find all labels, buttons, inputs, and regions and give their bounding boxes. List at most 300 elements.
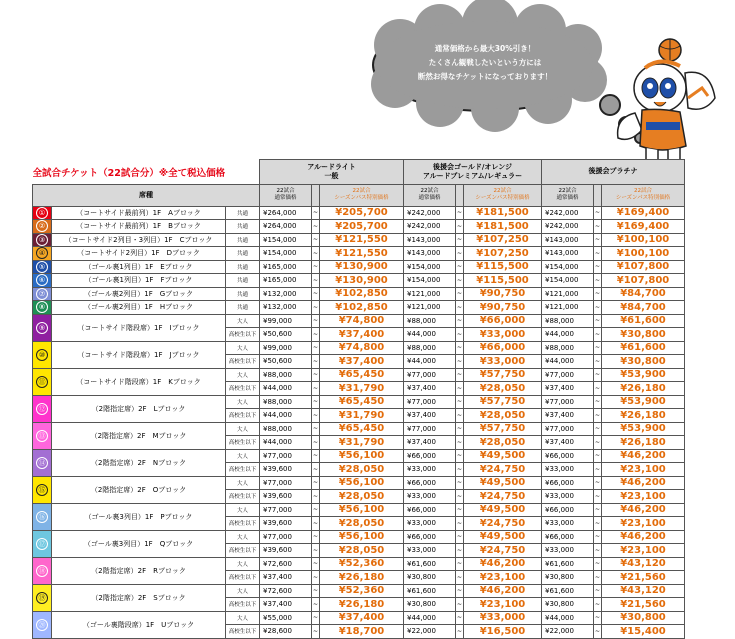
price-platinum-season: ¥23,100 <box>602 544 685 558</box>
price-general-season: ¥37,400 <box>320 328 404 342</box>
seat-number-cell <box>33 368 52 395</box>
seat-number: ⑮ <box>36 484 48 496</box>
ticket-category: 大人 <box>226 476 260 490</box>
price-general-season: ¥56,100 <box>320 476 404 490</box>
price-gold-season: ¥90,750 <box>464 301 542 315</box>
price-gold-normal: ¥44,000 <box>404 611 456 625</box>
arrow-mark: ~ <box>312 395 320 409</box>
price-general-normal: ¥77,000 <box>260 503 312 517</box>
ticket-category: 共通 <box>226 220 260 234</box>
ticket-category: 共通 <box>226 274 260 288</box>
arrow-mark: ~ <box>456 422 464 436</box>
price-gold-season: ¥33,000 <box>464 355 542 369</box>
price-platinum-normal: ¥44,000 <box>542 611 594 625</box>
header-normal-1 <box>260 184 312 206</box>
price-general-normal: ¥39,600 <box>260 490 312 504</box>
header-gap-3 <box>594 184 602 206</box>
price-general-season: ¥28,050 <box>320 517 404 531</box>
ticket-category: 共通 <box>226 233 260 247</box>
price-general-season: ¥130,900 <box>320 260 404 274</box>
price-gold-normal: ¥37,400 <box>404 409 456 423</box>
seat-name: （ゴール裏2列目）1F Hブロック <box>52 301 226 315</box>
price-platinum-season: ¥84,700 <box>602 287 685 301</box>
table-row <box>33 557 685 571</box>
price-gold-normal: ¥121,000 <box>404 287 456 301</box>
arrow-mark: ~ <box>312 476 320 490</box>
header-group-general-line2: 一般 <box>324 171 339 180</box>
arrow-mark: ~ <box>456 449 464 463</box>
seat-name: （ゴール裏3列目）1F Qブロック <box>52 530 226 557</box>
price-gold-normal: ¥154,000 <box>404 260 456 274</box>
price-general-normal: ¥264,000 <box>260 220 312 234</box>
price-platinum-normal: ¥66,000 <box>542 476 594 490</box>
price-gold-normal: ¥77,000 <box>404 395 456 409</box>
price-general-normal: ¥264,000 <box>260 206 312 220</box>
arrow-mark: ~ <box>312 598 320 612</box>
price-general-season: ¥102,850 <box>320 287 404 301</box>
table-row <box>33 233 685 247</box>
seat-name: （2階指定席）2F Mブロック <box>52 422 226 449</box>
arrow-mark: ~ <box>594 314 602 328</box>
price-platinum-season: ¥43,120 <box>602 584 685 598</box>
price-platinum-season: ¥43,120 <box>602 557 685 571</box>
header-normal-1-b: 通常価格 <box>274 195 297 201</box>
price-gold-season: ¥181,500 <box>464 220 542 234</box>
price-platinum-normal: ¥154,000 <box>542 260 594 274</box>
price-general-season: ¥56,100 <box>320 449 404 463</box>
arrow-mark: ~ <box>312 611 320 625</box>
arrow-mark: ~ <box>594 463 602 477</box>
arrow-mark: ~ <box>312 530 320 544</box>
price-platinum-normal: ¥33,000 <box>542 544 594 558</box>
price-gold-normal: ¥33,000 <box>404 490 456 504</box>
price-platinum-normal: ¥33,000 <box>542 517 594 531</box>
seat-number: ② <box>36 220 48 232</box>
arrow-mark: ~ <box>312 422 320 436</box>
arrow-mark: ~ <box>312 503 320 517</box>
arrow-mark: ~ <box>456 355 464 369</box>
seat-number-cell <box>33 422 52 449</box>
arrow-mark: ~ <box>312 247 320 261</box>
price-gold-season: ¥33,000 <box>464 328 542 342</box>
arrow-mark: ~ <box>594 544 602 558</box>
arrow-mark: ~ <box>312 382 320 396</box>
price-platinum-normal: ¥44,000 <box>542 355 594 369</box>
header-normal-1-a: 22試合 <box>276 188 295 194</box>
price-platinum-normal: ¥121,000 <box>542 287 594 301</box>
price-gold-season: ¥28,050 <box>464 382 542 396</box>
seat-name: （2階指定席）2F Sブロック <box>52 584 226 611</box>
price-gold-normal: ¥77,000 <box>404 368 456 382</box>
price-gold-normal: ¥61,600 <box>404 557 456 571</box>
header-season-1-a: 22試合 <box>352 188 371 194</box>
arrow-mark: ~ <box>312 328 320 342</box>
price-platinum-normal: ¥88,000 <box>542 341 594 355</box>
arrow-mark: ~ <box>312 517 320 531</box>
price-platinum-season: ¥107,800 <box>602 260 685 274</box>
ticket-category: 大人 <box>226 368 260 382</box>
arrow-mark: ~ <box>456 530 464 544</box>
arrow-mark: ~ <box>594 503 602 517</box>
price-gold-season: ¥181,500 <box>464 206 542 220</box>
seat-number: ⑲ <box>36 592 48 604</box>
ticket-category: 高校生以下 <box>226 490 260 504</box>
price-gold-normal: ¥44,000 <box>404 355 456 369</box>
price-general-season: ¥205,700 <box>320 220 404 234</box>
price-platinum-normal: ¥77,000 <box>542 368 594 382</box>
arrow-mark: ~ <box>456 503 464 517</box>
arrow-mark: ~ <box>312 274 320 288</box>
price-gold-season: ¥49,500 <box>464 476 542 490</box>
price-gold-season: ¥23,100 <box>464 598 542 612</box>
seat-number-cell <box>33 274 52 288</box>
arrow-mark: ~ <box>456 368 464 382</box>
price-gold-normal: ¥66,000 <box>404 530 456 544</box>
arrow-mark: ~ <box>456 544 464 558</box>
ticket-category: 大人 <box>226 503 260 517</box>
price-general-normal: ¥44,000 <box>260 436 312 450</box>
price-platinum-season: ¥169,400 <box>602 206 685 220</box>
price-gold-normal: ¥33,000 <box>404 517 456 531</box>
seat-name: （2階指定席）2F Rブロック <box>52 557 226 584</box>
seat-name: （コートサイド最前列）1F Bブロック <box>52 220 226 234</box>
header-season-1-b: シーズンパス特別価格 <box>334 195 389 201</box>
price-gold-season: ¥115,500 <box>464 274 542 288</box>
arrow-mark: ~ <box>456 436 464 450</box>
price-gold-normal: ¥37,400 <box>404 436 456 450</box>
seat-name: （ゴール裏1列目）1F Fブロック <box>52 274 226 288</box>
ticket-category: 大人 <box>226 422 260 436</box>
arrow-mark: ~ <box>594 598 602 612</box>
price-gold-season: ¥107,250 <box>464 233 542 247</box>
seat-number-cell <box>33 206 52 220</box>
price-general-season: ¥28,050 <box>320 490 404 504</box>
price-platinum-season: ¥46,200 <box>602 530 685 544</box>
price-platinum-normal: ¥121,000 <box>542 301 594 315</box>
ticket-category: 高校生以下 <box>226 571 260 585</box>
price-platinum-season: ¥100,100 <box>602 247 685 261</box>
arrow-mark: ~ <box>594 557 602 571</box>
arrow-mark: ~ <box>312 206 320 220</box>
price-gold-season: ¥46,200 <box>464 584 542 598</box>
seat-name: （ゴール裏階段席）1F Uブロック <box>52 611 226 638</box>
price-general-season: ¥102,850 <box>320 301 404 315</box>
price-gold-normal: ¥121,000 <box>404 301 456 315</box>
price-gold-season: ¥24,750 <box>464 463 542 477</box>
mascot-illustration <box>610 38 720 168</box>
price-general-season: ¥65,450 <box>320 395 404 409</box>
price-gold-normal: ¥37,400 <box>404 382 456 396</box>
price-gold-season: ¥28,050 <box>464 409 542 423</box>
ticket-category: 高校生以下 <box>226 409 260 423</box>
header-normal-3-b: 通常価格 <box>556 195 579 201</box>
price-platinum-normal: ¥154,000 <box>542 274 594 288</box>
price-general-normal: ¥39,600 <box>260 517 312 531</box>
arrow-mark: ~ <box>456 598 464 612</box>
arrow-mark: ~ <box>594 274 602 288</box>
seat-number-cell <box>33 287 52 301</box>
price-platinum-normal: ¥66,000 <box>542 503 594 517</box>
price-general-season: ¥74,800 <box>320 314 404 328</box>
header-season-2-b: シーズンパス特別価格 <box>475 195 530 201</box>
seat-name: （コートサイド階段席）1F Iブロック <box>52 314 226 341</box>
table-row <box>33 314 685 328</box>
arrow-mark: ~ <box>456 220 464 234</box>
price-general-normal: ¥154,000 <box>260 247 312 261</box>
seat-number-cell <box>33 247 52 261</box>
price-general-normal: ¥37,400 <box>260 598 312 612</box>
price-gold-season: ¥23,100 <box>464 571 542 585</box>
ticket-category: 共通 <box>226 301 260 315</box>
price-platinum-season: ¥53,900 <box>602 395 685 409</box>
price-platinum-season: ¥169,400 <box>602 220 685 234</box>
arrow-mark: ~ <box>456 517 464 531</box>
arrow-mark: ~ <box>456 301 464 315</box>
price-gold-season: ¥57,750 <box>464 422 542 436</box>
arrow-mark: ~ <box>312 584 320 598</box>
seat-number: ⑦ <box>36 288 48 300</box>
ticket-category: 大人 <box>226 611 260 625</box>
price-platinum-normal: ¥242,000 <box>542 206 594 220</box>
table-row <box>33 287 685 301</box>
arrow-mark: ~ <box>594 328 602 342</box>
arrow-mark: ~ <box>456 557 464 571</box>
seat-name: （コートサイド2列目・3列目）1F Cブロック <box>52 233 226 247</box>
price-gold-normal: ¥143,000 <box>404 247 456 261</box>
table-row <box>33 220 685 234</box>
price-gold-season: ¥90,750 <box>464 287 542 301</box>
price-gold-normal: ¥143,000 <box>404 233 456 247</box>
table-row <box>33 584 685 598</box>
ticket-category: 高校生以下 <box>226 463 260 477</box>
price-platinum-season: ¥61,600 <box>602 341 685 355</box>
price-gold-season: ¥49,500 <box>464 530 542 544</box>
ticket-category: 高校生以下 <box>226 436 260 450</box>
ticket-category: 大人 <box>226 557 260 571</box>
arrow-mark: ~ <box>312 301 320 315</box>
price-gold-season: ¥46,200 <box>464 557 542 571</box>
seat-number-cell <box>33 503 52 530</box>
price-general-normal: ¥55,000 <box>260 611 312 625</box>
seat-name: （コートサイド階段席）1F Kブロック <box>52 368 226 395</box>
arrow-mark: ~ <box>312 557 320 571</box>
arrow-mark: ~ <box>312 341 320 355</box>
price-general-normal: ¥39,600 <box>260 463 312 477</box>
promo-text <box>385 42 585 84</box>
price-platinum-normal: ¥30,800 <box>542 598 594 612</box>
arrow-mark: ~ <box>594 422 602 436</box>
ticket-category: 大人 <box>226 314 260 328</box>
seat-number-cell <box>33 557 52 584</box>
table-row <box>33 503 685 517</box>
arrow-mark: ~ <box>312 368 320 382</box>
price-gold-season: ¥66,000 <box>464 314 542 328</box>
price-platinum-season: ¥53,900 <box>602 422 685 436</box>
price-general-normal: ¥165,000 <box>260 260 312 274</box>
price-general-normal: ¥44,000 <box>260 409 312 423</box>
seat-number-cell <box>33 530 52 557</box>
ticket-category: 大人 <box>226 530 260 544</box>
price-platinum-season: ¥23,100 <box>602 490 685 504</box>
price-general-normal: ¥72,600 <box>260 584 312 598</box>
seat-number: ⑨ <box>36 322 48 334</box>
arrow-mark: ~ <box>456 490 464 504</box>
header-group-gold-line1: 後援会ゴールド/オレンジ <box>432 162 513 171</box>
header-season-2 <box>464 184 542 206</box>
arrow-mark: ~ <box>594 436 602 450</box>
ticket-category: 高校生以下 <box>226 382 260 396</box>
table-row <box>33 395 685 409</box>
arrow-mark: ~ <box>456 260 464 274</box>
price-platinum-season: ¥53,900 <box>602 368 685 382</box>
price-gold-normal: ¥66,000 <box>404 449 456 463</box>
price-platinum-normal: ¥33,000 <box>542 463 594 477</box>
arrow-mark: ~ <box>594 571 602 585</box>
price-general-season: ¥65,450 <box>320 368 404 382</box>
arrow-mark: ~ <box>456 463 464 477</box>
price-general-season: ¥205,700 <box>320 206 404 220</box>
price-gold-normal: ¥22,000 <box>404 625 456 639</box>
price-platinum-season: ¥26,180 <box>602 382 685 396</box>
price-general-normal: ¥44,000 <box>260 382 312 396</box>
price-general-season: ¥18,700 <box>320 625 404 639</box>
seat-name: （コートサイド2列目）1F Dブロック <box>52 247 226 261</box>
table-title: 全試合チケット（22試合分）※全て税込価格 <box>32 167 226 179</box>
price-general-season: ¥130,900 <box>320 274 404 288</box>
price-platinum-season: ¥21,560 <box>602 598 685 612</box>
arrow-mark: ~ <box>594 260 602 274</box>
table-row <box>33 368 685 382</box>
arrow-mark: ~ <box>312 233 320 247</box>
arrow-mark: ~ <box>456 382 464 396</box>
ticket-category: 共通 <box>226 206 260 220</box>
price-general-normal: ¥154,000 <box>260 233 312 247</box>
price-gold-normal: ¥88,000 <box>404 314 456 328</box>
header-gap-1 <box>312 184 320 206</box>
table-row <box>33 247 685 261</box>
table-row <box>33 274 685 288</box>
seat-number: ⑯ <box>36 511 48 523</box>
seat-number: ⑬ <box>36 430 48 442</box>
arrow-mark: ~ <box>312 287 320 301</box>
arrow-mark: ~ <box>456 584 464 598</box>
price-platinum-normal: ¥61,600 <box>542 557 594 571</box>
price-platinum-season: ¥100,100 <box>602 233 685 247</box>
seat-number-cell <box>33 584 52 611</box>
seat-name: （コートサイド階段席）1F Jブロック <box>52 341 226 368</box>
price-platinum-normal: ¥66,000 <box>542 530 594 544</box>
header-season-1 <box>320 184 404 206</box>
table-row <box>33 530 685 544</box>
price-platinum-normal: ¥37,400 <box>542 436 594 450</box>
promo-line-3: 断然お得なチケットになっております！ <box>417 72 553 81</box>
price-gold-normal: ¥66,000 <box>404 503 456 517</box>
arrow-mark: ~ <box>312 314 320 328</box>
price-general-normal: ¥28,600 <box>260 625 312 639</box>
ticket-category: 大人 <box>226 395 260 409</box>
price-general-season: ¥52,360 <box>320 557 404 571</box>
seat-number-cell <box>33 395 52 422</box>
seat-number: ⑩ <box>36 349 48 361</box>
seat-name: （2階指定席）2F Lブロック <box>52 395 226 422</box>
price-gold-normal: ¥30,800 <box>404 571 456 585</box>
arrow-mark: ~ <box>456 233 464 247</box>
arrow-mark: ~ <box>456 206 464 220</box>
price-platinum-season: ¥30,800 <box>602 611 685 625</box>
arrow-mark: ~ <box>594 517 602 531</box>
price-general-season: ¥74,800 <box>320 341 404 355</box>
price-general-season: ¥56,100 <box>320 530 404 544</box>
seat-number: ⑪ <box>36 376 48 388</box>
promo-line-1: 通常価格から最大30%引き！ <box>434 44 536 53</box>
arrow-mark: ~ <box>594 247 602 261</box>
price-gold-season: ¥24,750 <box>464 490 542 504</box>
seat-name: （2階指定席）2F Nブロック <box>52 449 226 476</box>
header-group-platinum: 後援会プラチナ <box>542 160 685 185</box>
price-general-normal: ¥72,600 <box>260 557 312 571</box>
price-platinum-season: ¥21,560 <box>602 571 685 585</box>
seat-name: （ゴール裏2列目）1F Gブロック <box>52 287 226 301</box>
seat-name: （ゴール裏1列目）1F Eブロック <box>52 260 226 274</box>
header-group-gold-line2: アルードプレミアム/レギュラー <box>422 171 523 180</box>
ticket-category: 高校生以下 <box>226 625 260 639</box>
price-general-season: ¥121,550 <box>320 247 404 261</box>
price-platinum-season: ¥107,800 <box>602 274 685 288</box>
price-platinum-season: ¥61,600 <box>602 314 685 328</box>
price-general-season: ¥26,180 <box>320 598 404 612</box>
price-platinum-normal: ¥22,000 <box>542 625 594 639</box>
arrow-mark: ~ <box>456 476 464 490</box>
price-general-season: ¥28,050 <box>320 463 404 477</box>
seat-number-cell <box>33 301 52 315</box>
price-platinum-season: ¥23,100 <box>602 517 685 531</box>
price-platinum-normal: ¥77,000 <box>542 422 594 436</box>
seat-number-cell <box>33 476 52 503</box>
arrow-mark: ~ <box>312 409 320 423</box>
seat-number-cell <box>33 233 52 247</box>
price-general-normal: ¥77,000 <box>260 530 312 544</box>
price-gold-season: ¥66,000 <box>464 341 542 355</box>
price-platinum-season: ¥23,100 <box>602 463 685 477</box>
price-gold-season: ¥28,050 <box>464 436 542 450</box>
arrow-mark: ~ <box>456 287 464 301</box>
ticket-category: 高校生以下 <box>226 544 260 558</box>
price-gold-normal: ¥242,000 <box>404 220 456 234</box>
arrow-mark: ~ <box>594 355 602 369</box>
price-platinum-season: ¥15,400 <box>602 625 685 639</box>
price-gold-normal: ¥88,000 <box>404 341 456 355</box>
price-gold-season: ¥33,000 <box>464 611 542 625</box>
arrow-mark: ~ <box>594 611 602 625</box>
arrow-mark: ~ <box>312 220 320 234</box>
price-platinum-season: ¥26,180 <box>602 436 685 450</box>
seat-number-cell <box>33 449 52 476</box>
price-platinum-season: ¥84,700 <box>602 301 685 315</box>
seat-number: ⑤ <box>36 261 48 273</box>
price-platinum-season: ¥30,800 <box>602 328 685 342</box>
price-general-season: ¥31,790 <box>320 409 404 423</box>
header-normal-2 <box>404 184 456 206</box>
price-general-season: ¥28,050 <box>320 544 404 558</box>
header-season-2-a: 22試合 <box>493 188 512 194</box>
table-row <box>33 260 685 274</box>
arrow-mark: ~ <box>456 328 464 342</box>
arrow-mark: ~ <box>456 395 464 409</box>
ticket-category: 共通 <box>226 260 260 274</box>
header-seat-type: 席種 <box>33 184 260 206</box>
price-platinum-season: ¥26,180 <box>602 409 685 423</box>
price-platinum-normal: ¥66,000 <box>542 449 594 463</box>
